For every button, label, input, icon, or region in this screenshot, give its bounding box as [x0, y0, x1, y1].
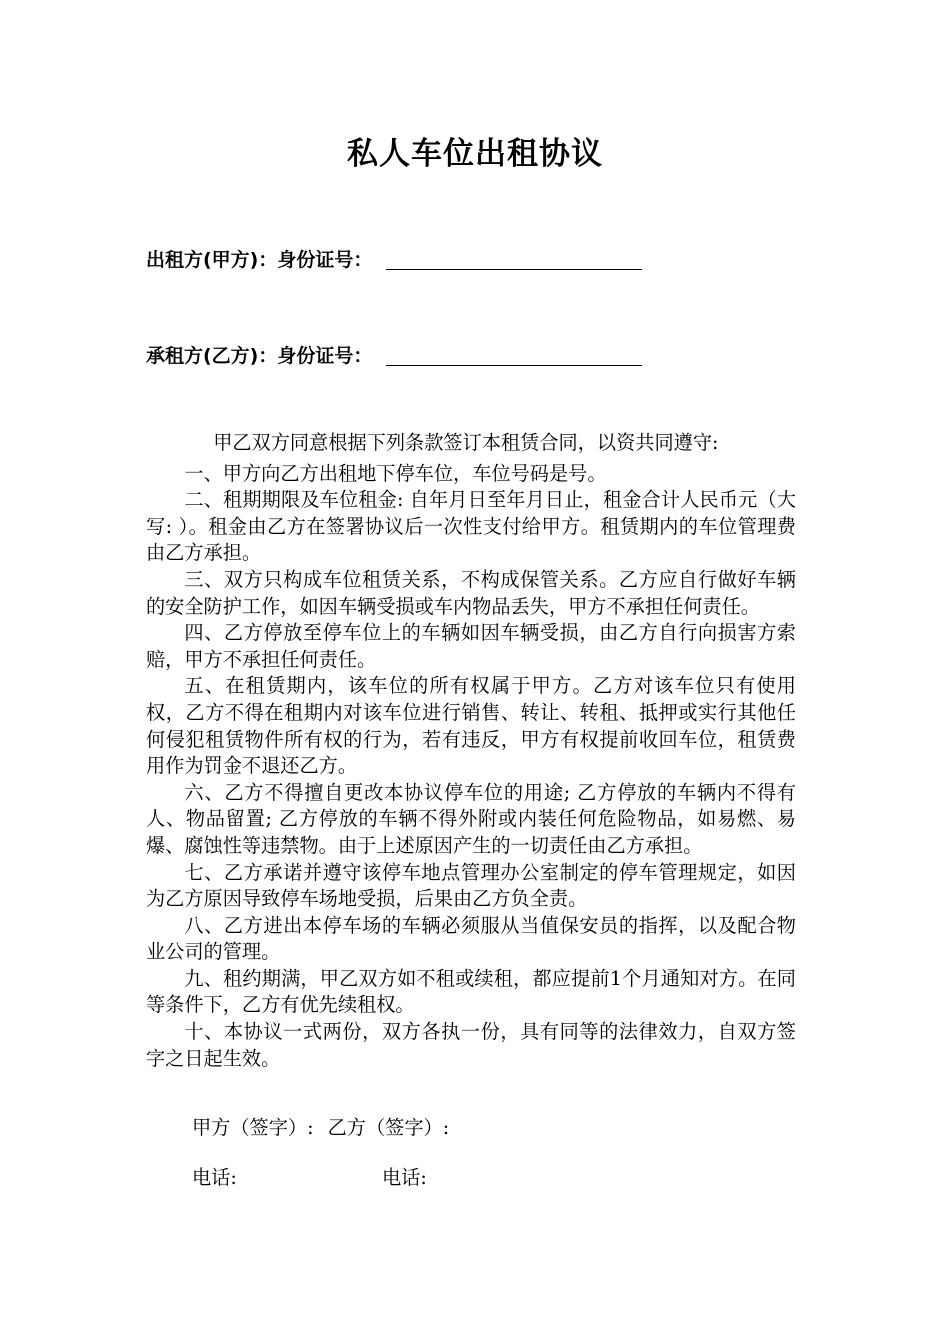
clause-2: 二、租期期限及车位租金: 自年月日至年月日止，租金合计人民币元（大写: ）。租金由乙方在签署协议后一次性支付给甲方。租赁期内的车位管理费由乙方承担。 — [146, 488, 796, 565]
party-b-phone-label: 电话: — [382, 1166, 427, 1189]
party-a-id-blank — [386, 251, 642, 270]
party-a-line — [146, 245, 642, 272]
party-a-signature-label: 甲方（签字）: — [192, 1116, 314, 1139]
party-a-phone-label: 电话: — [192, 1166, 237, 1189]
clause-5: 五、在租赁期内，该车位的所有权属于甲方。乙方对该车位只有使用权，乙方不得在租期内对该车位进行销售、转让、转租、抵押或实行其他任何侵犯租赁物件所有权的行为，若有违反，甲方有权提前收回车位，租赁费用作为罚金不退还乙方。 — [146, 674, 796, 778]
agreement-intro: 甲乙双方同意根据下列条款签订本租赁合同，以资共同遵守: — [213, 431, 719, 454]
document-title: 私人车位出租协议 — [347, 136, 603, 172]
clause-9: 九、租约期满，甲乙双方如不租或续租，都应提前1个月通知对方。在同等条件下，乙方有优先续租权。 — [146, 966, 796, 1017]
party-b-label: 承租方(乙方)：身份证号： — [146, 345, 373, 367]
party-b-id-blank — [386, 347, 642, 366]
clause-7: 七、乙方承诺并遵守该停车地点管理办公室制定的停车管理规定，如因为乙方原因导致停车场地受损，后果由乙方负全责。 — [146, 860, 796, 911]
clause-6: 六、乙方不得擅自更改本协议停车位的用途; 乙方停放的车辆内不得有人、物品留置; 乙方停放的车辆不得外附或内装任何危险物品，如易燃、易爆、腐蚀性等违禁物。由于上述原因产生的一切责任由乙方承担。 — [146, 780, 796, 857]
clause-3: 三、双方只构成车位租赁关系，不构成保管关系。乙方应自行做好车辆的安全防护工作，如因车辆受损或车内物品丢失，甲方不承担任何责任。 — [146, 567, 796, 618]
phone-line — [192, 1163, 427, 1190]
party-b-line — [146, 341, 642, 368]
clause-4: 四、乙方停放至停车位上的车辆如因车辆受损，由乙方自行向损害方索赔，甲方不承担任何责任。 — [146, 621, 796, 671]
clause-8: 八、乙方进出本停车场的车辆必须服从当值保安员的指挥，以及配合物业公司的管理。 — [146, 913, 796, 964]
party-a-label: 出租方(甲方)：身份证号： — [146, 249, 373, 271]
agreement-body — [146, 430, 796, 1072]
clause-10: 十、本协议一式两份，双方各执一份，具有同等的法律效力，自双方签字之日起生效。 — [146, 1020, 796, 1070]
clause-1: 一、甲方向乙方出租地下停车位，车位号码是号。 — [184, 461, 607, 485]
party-b-signature-label: 乙方（签字）: — [327, 1116, 450, 1139]
signature-line — [192, 1113, 449, 1140]
